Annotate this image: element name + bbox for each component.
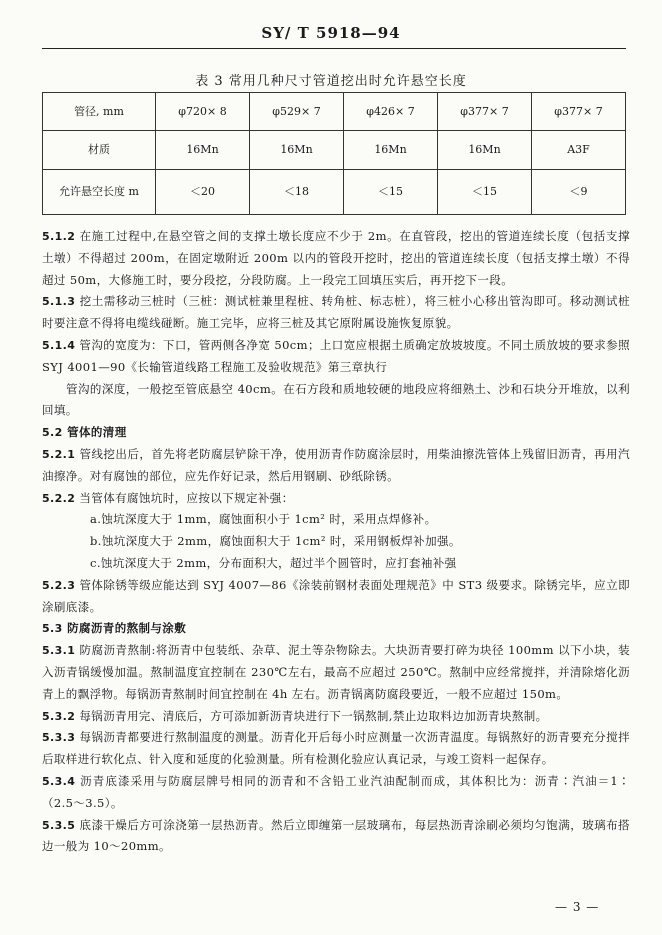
section-paragraph	[42, 488, 630, 510]
table-cell: 16Mn	[250, 131, 344, 170]
table-cell: ＜15	[344, 170, 438, 215]
section-paragraph	[42, 379, 630, 423]
section-paragraph	[42, 815, 630, 859]
section-text: 在施工过程中,在悬空管之间的支撑土墩长度应不少于 2m。在直管段，挖出的管道连续长度（包括支撑土墩）不得超过 200m，在固定墩附近 200m 以内的管段开挖时，挖出的管道连续长度（包括支撑土墩）不得超过 50m，大修施工时，要分段挖，分段防腐。上一段完工回填压实后，再开挖下一段。	[42, 229, 630, 287]
section-number: 5.2	[42, 426, 63, 440]
section-paragraph	[42, 575, 630, 619]
body-text	[42, 226, 630, 858]
list-item	[42, 553, 630, 575]
table-cell: ＜9	[532, 170, 626, 215]
list-item	[42, 509, 630, 531]
section-paragraph	[42, 640, 630, 705]
list-item-text: c.蚀坑深度大于 2mm，分布面积大，超过半个圆管时，应打套袖补强	[90, 555, 457, 570]
table-cell: φ426× 7	[344, 93, 438, 131]
table-cell: φ720× 8	[156, 93, 250, 131]
section-number: 5.1.4	[42, 338, 76, 352]
table-row	[43, 93, 626, 131]
header-rule	[42, 48, 626, 49]
section-text: 当管体有腐蚀坑时，应按以下规定补强：	[79, 490, 294, 505]
table-cell: φ529× 7	[250, 93, 344, 131]
section-number: 5.2.1	[42, 447, 76, 461]
table-cell: φ377× 7	[532, 93, 626, 131]
section-text: 沥青底漆采用与防腐层牌号相同的沥青和不含铅工业汽油配制而成，其体积比为：沥青∶汽油＝1∶（2.5～3.5）。	[42, 773, 630, 810]
section-paragraph	[42, 771, 630, 815]
section-paragraph	[42, 706, 630, 728]
section-text: 每锅沥青都要进行熬制温度的测量。沥青化开后每小时应测量一次沥青温度。每锅熬好的沥青要充分搅拌后取样进行软化点、针入度和延度的化验测量。所有检测化验应认真记录，与竣工资料一起保存。	[42, 730, 630, 767]
section-text: 底漆干燥后方可涂浇第一层热沥青。然后立即缠第一层玻璃布，每层热沥青涂刷必须均匀饱满，玻璃布搭边一般为 10～20mm。	[42, 817, 630, 854]
table-cell: 材质	[43, 131, 156, 170]
page-number: — 3 —	[555, 900, 600, 914]
section-number: 5.1.3	[42, 295, 76, 309]
section-text: 管沟的深度，一般挖至管底悬空 40cm。在石方段和质地较硬的地段应将细熟土、沙和石块分开堆放，以利回填。	[42, 381, 630, 418]
section-paragraph	[42, 291, 630, 335]
table-row	[43, 131, 626, 170]
list-item-text: a.蚀坑深度大于 1mm，腐蚀面积小于 1cm² 时，采用点焊修补。	[90, 512, 437, 527]
section-number: 5.2.3	[42, 578, 76, 592]
section-text: 挖土需移动三桩时（三桩：测试桩兼里程桩、转角桩、标志桩），将三桩小心移出管沟即可。移动测试桩时要注意不得将电缆线碰断。施工完毕，应将三桩及其它原附属设施恢复原貌。	[42, 294, 630, 331]
section-number: 5.1.2	[42, 230, 76, 243]
table-cell: ＜18	[250, 170, 344, 215]
table-caption: 表 3 常用几种尺寸管道挖出时允许悬空长度	[195, 74, 467, 89]
section-paragraph	[42, 226, 630, 291]
section-number: 5.3.4	[42, 774, 76, 788]
table-cell: 允许悬空长度 m	[43, 170, 156, 215]
section-text: 防腐沥青熬制:将沥青中包装纸、杂草、泥土等杂物除去。大块沥青要打碎为块径 100mm 以下小块，装入沥青锅缓慢加温。熬制温度宜控制在 230℃左右，最高不应超过 250℃。熬制中应经常搅拌，并清除熔化沥青上的飘浮物。每锅沥青熬制时间宜控制在 4h 左右。沥青锅离防腐段要近，一般不应超过 150m。	[42, 643, 630, 701]
table-cell: 管径, mm	[43, 93, 156, 131]
section-title: 管体的清理	[67, 425, 127, 440]
section-number: 5.3.1	[42, 644, 76, 658]
list-item	[42, 531, 630, 553]
table-row	[43, 170, 626, 215]
section-number: 5.3.5	[42, 818, 76, 832]
pipe-suspension-table	[42, 92, 626, 215]
table-cell: A3F	[532, 131, 626, 170]
section-title: 防腐沥青的熬制与涂敷	[67, 621, 187, 636]
section-text: 每锅沥青用完、清底后，方可添加新沥青块进行下一锅熬制,禁止边取料边加沥青块熬制。	[79, 708, 548, 723]
section-text: 管线挖出后，首先将老防腐层铲除干净，使用沥青作防腐涂层时，用柴油擦洗管体上残留旧沥青，再用汽油擦净。对有腐蚀的部位，应先作好记录，然后用钢刷、砂纸除锈。	[42, 446, 630, 483]
table-cell: ＜20	[156, 170, 250, 215]
section-paragraph	[42, 444, 630, 488]
section-number: 5.3.2	[42, 709, 76, 723]
table-cell: φ377× 7	[438, 93, 532, 131]
section-paragraph	[42, 727, 630, 771]
section-heading	[42, 618, 630, 640]
table-cell: 16Mn	[438, 131, 532, 170]
section-text: 管沟的宽度为：下口，管两侧各净宽 50cm；上口宽应根据土质确定放坡坡度。不同土质放坡的要求参照 SYJ 4001—90《长输管道线路工程施工及验收规范》第三章执行	[42, 337, 630, 374]
standard-header: SY/ T 5918—94	[261, 24, 401, 42]
section-number: 5.2.2	[42, 491, 76, 505]
section-text: 管体除锈等级应能达到 SYJ 4007—86《涂装前钢材表面处理规范》中 ST3 级要求。除锈完毕，应立即涂刷底漆。	[42, 577, 630, 614]
section-number: 5.3	[42, 622, 63, 636]
section-paragraph	[42, 335, 630, 379]
table-cell: 16Mn	[344, 131, 438, 170]
table-cell: ＜15	[438, 170, 532, 215]
section-heading	[42, 422, 630, 444]
list-item-text: b.蚀坑深度大于 2mm，腐蚀面积大于 1cm² 时，采用钢板焊补加强。	[90, 534, 461, 549]
section-number: 5.3.3	[42, 731, 76, 745]
table-cell: 16Mn	[156, 131, 250, 170]
